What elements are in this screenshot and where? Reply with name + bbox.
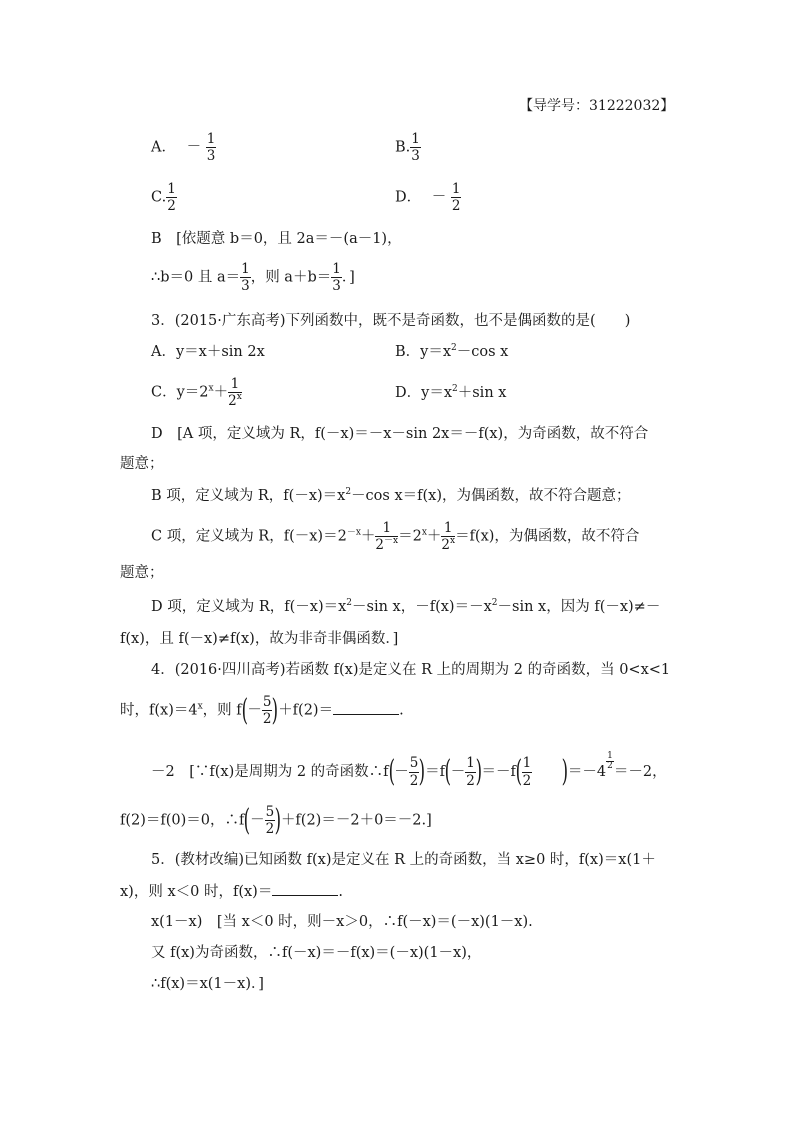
q4-stem-line-2: 时，$f(x)=4^x$，则 f(－ $\frac{5}{2}$ )＋f(2)＝ . [120,692,404,728]
q4-answer-blank[interactable] [333,703,399,715]
q3-option-d[interactable]: D．$y=x^2+\sin$ x [395,384,507,401]
q3-answer-line-3: B 项，定义域为 R，$f(-x)=x^2-\cos$ x＝f(x)，为偶函数，故不符合题意； [151,487,631,504]
q2-answer-line-1: B [依题意 b＝0，且 2a＝－(a－1)， [151,231,402,247]
q3-answer-line-5: 题意； [120,565,164,581]
q5-answer-line-1: x(1－x) [当 x＜0 时，则－x＞0，∴f(－x)＝(－x)(1－x). [151,914,533,930]
q3-answer-line-1: D [A 项，定义域为 R，f(－x)＝－x－sin 2x＝－f(x)，为奇函数，故不符合 [151,426,649,442]
q2-option-c[interactable] [151,182,177,213]
q4-answer-line2-fraction: $\frac{5}{2}$ [265,804,275,838]
q5-answer-line-3: ∴f(x)＝x(1－x)．] [151,976,264,992]
q2-option-a-prefix: A． [151,139,176,156]
q2-option-b-fraction: $\frac{1}{3}$ [411,131,420,165]
q5-stem-line-1: 5．(教材改编)已知函数 f(x)是定义在 R 上的奇函数，当 x≥0 时，f(x)＝x(1＋ [151,852,656,868]
q2-option-d-sign: － [431,189,447,206]
q2-answer-line-2: ∴b＝0 且 a＝ $\frac{1}{3}$ ，则 a＋b＝ $\frac{1}{3}$ ．] [151,261,355,295]
q2-answer-fraction-b: $\frac{1}{3}$ [332,261,341,295]
q3-option-c[interactable]: C．$y=2^x+$ $\frac{1}{2^x}$ [151,376,242,410]
q3-stem: 3．(2015·广东高考)下列函数中，既不是奇函数，也不是偶函数的是( ) [151,313,631,329]
q3-option-a[interactable]: A．y＝x＋sin 2x [151,344,265,360]
q3-answer-fraction-2: $\frac{1}{2^x}$ [441,520,456,554]
q4-answer-fraction-b: $\frac{1}{2}$ [466,755,475,789]
q5-answer-line-2: 又 f(x)为奇函数，∴f(－x)＝－f(x)＝(－x)(1－x)， [151,945,482,961]
q2-answer-fraction-a: $\frac{1}{3}$ [241,261,250,295]
q2-option-d-fraction: $\frac{1}{2}$ [451,181,461,215]
q3-answer-line-4: C 项，定义域为 R，$f(-x)=2^{-x}+$ $\frac{1}{2^{-x}}$ $=2^x+$ $\frac{1}{2^x}$ ＝f(x)，为偶函数，故不符合 [151,520,640,554]
q2-option-d-prefix: D． [395,189,422,206]
q2-option-c-fraction: $\frac{1}{2}$ [167,181,176,215]
q4-answer-line-1: －2 [∵f(x)是周期为 2 的奇函数∴f(－ $\frac{5}{2}$ )＝f(－ $\frac{1}{2}$ )＝－f( $\frac{1}{2}$ )＝－4 $\frac{1}{2}$ ＝－2， [151,751,667,789]
q2-option-b[interactable] [395,132,421,163]
guide-number: 【导学号：31222032】 [519,98,675,114]
q4-stem-fraction: $\frac{5}{2}$ [262,694,272,728]
q3-answer-line-6: D 项，定义域为 R，$f(-x)=x^2-\sin$ x，$-f(x)=-x^2-\sin$ x，因为 f(－x)≠－ [151,598,661,615]
q3-answer-line-7: f(x)，且 f(－x)≠f(x)，故为非奇非偶函数．] [120,631,399,647]
q5-stem-line-2: x)，则 x＜0 时，f(x)＝ . [120,884,343,900]
q3-answer-fraction-1: $\frac{1}{2^{-x}}$ [375,520,399,554]
q4-answer-exponent: $\frac{1}{2}$ [607,751,613,771]
q2-option-b-prefix: B. [395,139,411,156]
q4-stem-line-1: 4．(2016·四川高考)若函数 f(x)是定义在 R 上的周期为 2 的奇函数，当 0<x<1 [151,662,671,678]
q4-answer-fraction-a: $\frac{5}{2}$ [409,755,419,789]
q4-answer-line-2: f(2)＝f(0)＝0，∴f(－ $\frac{5}{2}$ )＋f(2)＝－2＋0＝－2.] [120,802,432,838]
q2-option-a-sign: － [186,139,202,156]
q5-answer-blank[interactable] [272,884,338,896]
q2-option-a-fraction: $\frac{1}{3}$ [206,131,216,165]
q3-option-c-fraction: $\frac{1}{2^x}$ [228,376,242,410]
q2-option-c-prefix: C. [151,189,167,206]
q2-option-a[interactable] [151,132,216,163]
q3-answer-line-2: 题意； [120,456,164,472]
q4-answer-fraction-c: $\frac{1}{2}$ [522,755,532,789]
q3-option-b[interactable]: B．$y=x^2-\cos$ x [395,343,509,360]
q2-option-d[interactable] [395,182,461,213]
